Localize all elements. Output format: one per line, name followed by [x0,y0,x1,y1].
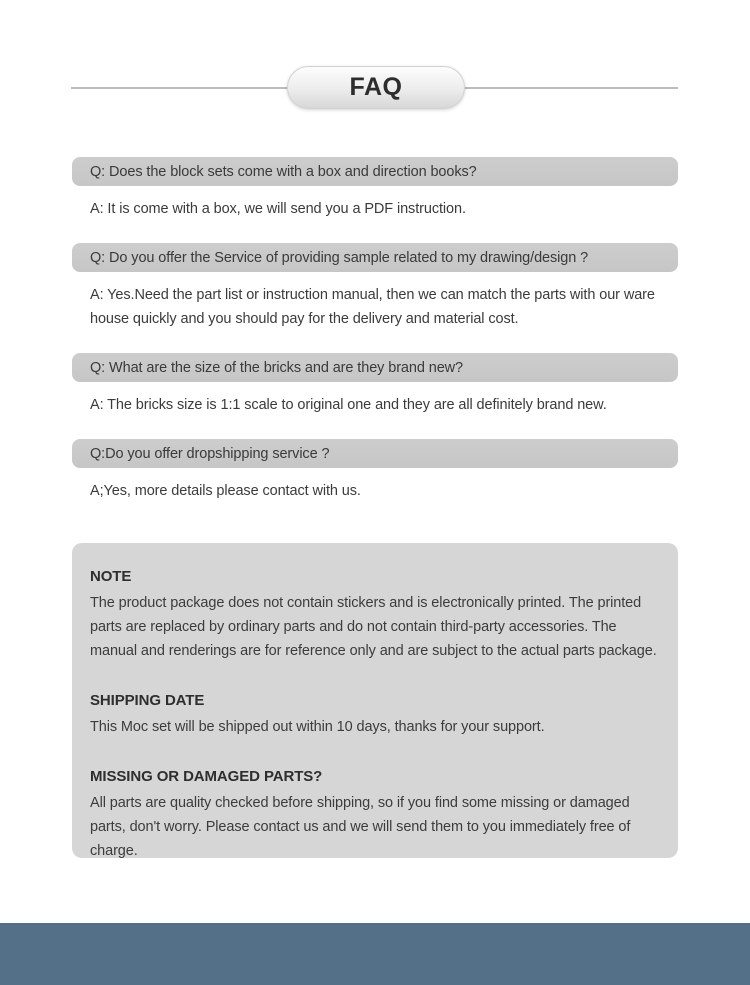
question-label: Q: What are the size of the bricks and are they brand new? [90,359,464,376]
question-bar [72,353,678,382]
question-bar [72,157,678,186]
note-section [90,691,660,739]
faq-list [72,157,678,525]
note-section-title: NOTE [90,568,132,585]
faq-item [72,157,678,221]
note-section-title: SHIPPING DATE [90,692,205,709]
question-bar [72,243,678,272]
answer-text: A: It is come with a box, we will send you a PDF instruction. [90,201,466,217]
question-label: Q:Do you offer dropshipping service ? [90,445,330,462]
faq-item [72,353,678,417]
answer-text: A: Yes.Need the part list or instruction manual, then we can match the parts with our ware house quickly and you should pay for the delivery and material cost. [90,287,655,327]
note-section-title: MISSING OR DAMAGED PARTS? [90,768,323,785]
note-box [72,543,678,858]
faq-title-pill [287,66,465,109]
footer-bar [0,923,750,985]
faq-item [72,439,678,503]
note-section [90,567,660,663]
answer-text: A: The bricks size is 1:1 scale to original one and they are all definitely brand new. [90,397,607,413]
note-section [90,767,660,863]
note-section-body: The product package does not contain stickers and is electronically printed. The printed parts are replaced by ordinary parts and do not contain third-party accessories. The manual and renderings are for reference only and are subject to the actual parts package. [90,595,657,659]
note-section-body: All parts are quality checked before shipping, so if you find some missing or damaged parts, don't worry. Please contact us and we will send them to you immediately free of charge. [90,795,631,859]
question-label: Q: Do you offer the Service of providing sample related to my drawing/design ? [90,249,589,266]
question-bar [72,439,678,468]
faq-item [72,243,678,331]
answer-text: A;Yes, more details please contact with us. [90,483,361,499]
note-section-body: This Moc set will be shipped out within 10 days, thanks for your support. [90,719,545,735]
faq-title-label: FAQ [349,73,403,101]
question-label: Q: Does the block sets come with a box and direction books? [90,163,477,180]
